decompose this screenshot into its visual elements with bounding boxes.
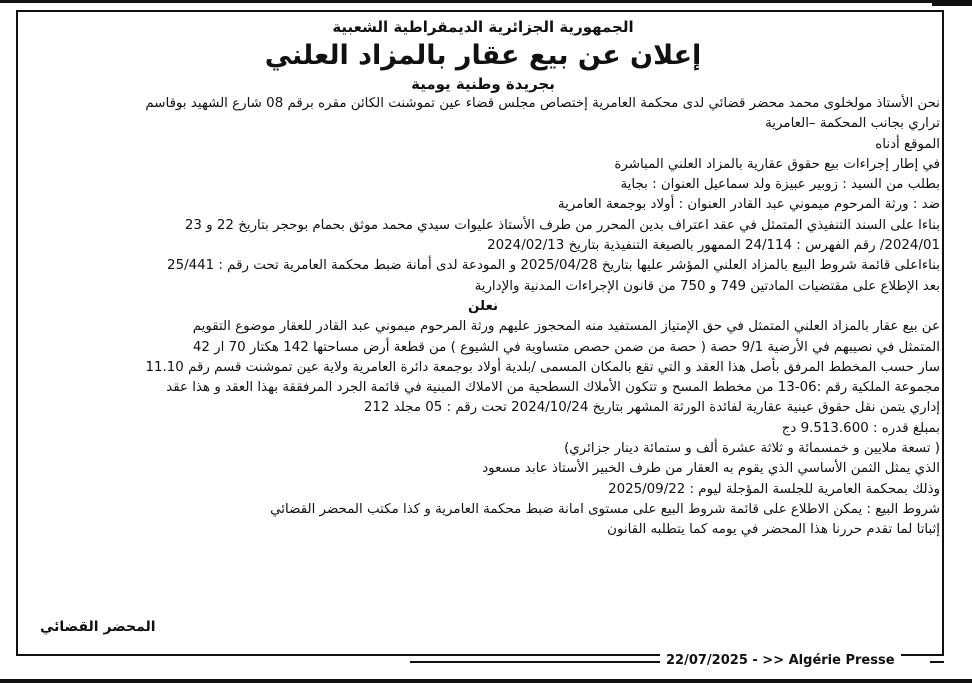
body-line: في إطار إجراءات بيع حقوق عقارية بالمزاد العلني المباشرة bbox=[614, 156, 940, 172]
announcement-body bbox=[26, 94, 940, 541]
announcement-subtitle: بجريدة وطنية يومية bbox=[411, 75, 555, 93]
body-line: الذي يمثل الثمن الأساسي الذي يقوم به العقار من طرف الخبير الأستاذ عابد مسعود bbox=[482, 461, 940, 477]
body-line: إداري يتمن نقل حقوق عينية عقارية لفائدة الورثة المشهر بتاريخ 2024/10/24 تحت رقم : 05 مجلد 212 bbox=[363, 400, 940, 416]
body-line: تراري بجانب المحكمة –العامرية bbox=[765, 116, 940, 132]
body-line: شروط البيع : يمكن الاطلاع على قائمة شروط البيع على مستوى امانة ضبط محكمة العامرية و كذا مكتب المحضر القضائي bbox=[270, 501, 940, 517]
body-line: نحن الأستاذ مولخلوى محمد محضر قضائي لدى محكمة العامرية إختصاص مجلس قضاء عين تموشنت الكائن مقره برقم 08 شارع الشهيد بوقاسم bbox=[145, 96, 940, 111]
body-line: سار حسب المخطط المرفق بأصل هذا العقد و التي تقع بالمكان المسمى /بلدية أولاد بوجمعة دائرة العامرية ولاية عين تموشنت قسم رقم 11.10 bbox=[145, 359, 940, 375]
body-line: مجموعة الملكية رقم :06-13 من مخطط المسح و تتكون الأملاك السطحية من الاملاك المبنية في قائمة الجرد المرفققة بهذا العقد و هذا عقد bbox=[166, 380, 940, 396]
body-line: بناءاعلى قائمة شروط البيع بالمزاد العلني المؤشر عليها بتاريخ 2025/04/28 و المودعة لدى أمانة ضبط محكمة العامرية تحت رقم : 25/441 bbox=[167, 258, 940, 274]
body-line: بعد الإطلاع على مقتضيات المادتين 749 و 750 من قانون الإجراءات المدنية والإدارية bbox=[474, 278, 940, 294]
body-line: بطلب من السيد : زوبير عبيزة ولد سماعيل العنوان : بجاية bbox=[620, 177, 940, 193]
body-line: الموقع أدناه bbox=[875, 136, 940, 152]
price-line: بمبلغ قدره : 9.513.600 دج bbox=[781, 420, 940, 436]
body-line: بناءا على السند التنفيذي المتمثل في عقد اعتراف بدين المحرر من طرف الأستاذ عليوات سيدي محمد موثق بحمام بوحجر بتاريخ 22 و 23 bbox=[184, 217, 940, 233]
price-words-line: ( تسعة ملايين و خمسمائة و ثلاثة عشرة ألف و ستمائة دينار جزائري) bbox=[564, 441, 940, 457]
body-line: المتمثل في نصيبهم في الأرضية 9/1 حصة ( حصة من ضمن حصص متساوية في الشيوع ) من قطعة أرض مساحتها 142 هكتار 70 ار 42 bbox=[192, 339, 940, 355]
session-date-line: وذلك بمحكمة العامرية للجلسة المؤجلة ليوم : 2025/09/22 bbox=[608, 481, 940, 497]
bottom-rule bbox=[0, 679, 972, 683]
footer-rule-end bbox=[930, 661, 944, 663]
footer-source: 22/07/2025 - >> Algérie Presse bbox=[660, 652, 901, 670]
announce-heading: نعلن bbox=[467, 298, 499, 314]
body-line: ضد : ورثة المرحوم ميموني عبد القادر العنوان : أولاد بوجمعة العامرية bbox=[557, 197, 940, 213]
body-line: إثباتا لما تقدم حررنا هذا المحضر في يومه كما يتطلبه القانون bbox=[607, 522, 940, 538]
body-line: عن بيع عقار بالمزاد العلني المتمثل في حق الإمتياز المستفيد منه المحجوز عليهم ورثة المرحوم ميموني عبد القادر للعقار موضوع التقويم bbox=[192, 319, 940, 335]
body-line: 2024/01/ رقم الفهرس : 24/114 الممهور بالصيغة التنفيذية بتاريخ 2024/02/13 bbox=[487, 238, 940, 254]
announcement-title: إعلان عن بيع عقار بالمزاد العلني bbox=[264, 40, 702, 71]
republic-heading: الجمهورية الجزائرية الديمقراطية الشعبية bbox=[332, 18, 634, 36]
top-rule bbox=[0, 0, 972, 3]
top-rule-accent bbox=[932, 0, 972, 6]
announcement-content bbox=[26, 14, 940, 541]
signature: المحضر القضائي bbox=[40, 619, 156, 635]
